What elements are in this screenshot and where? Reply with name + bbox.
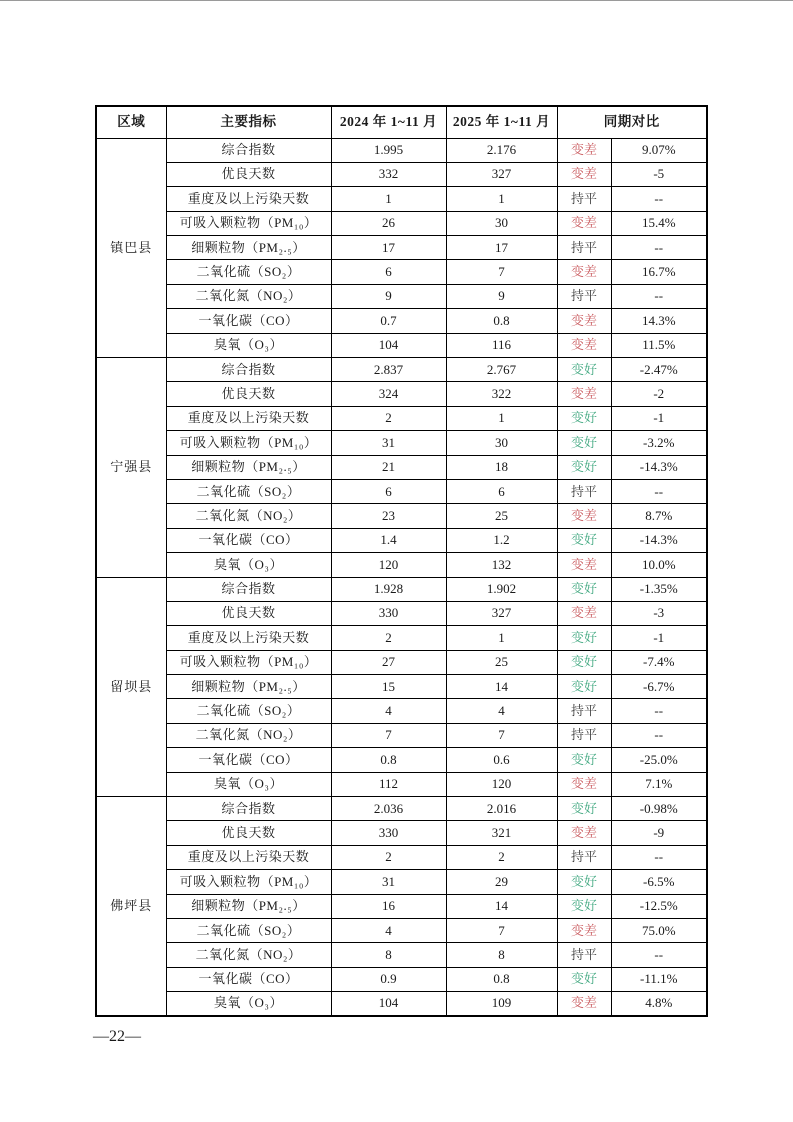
indicator-cell: 二氧化氮（NO₂）: [166, 504, 331, 528]
indicator-cell: 优良天数: [166, 821, 331, 845]
table-row: [96, 748, 707, 772]
table-row: [96, 284, 707, 308]
status-cell: 变好: [557, 528, 611, 552]
change-cell: -14.3%: [611, 528, 707, 552]
header-indicator: 主要指标: [166, 106, 331, 138]
change-cell: -11.1%: [611, 967, 707, 991]
status-cell: 持平: [557, 187, 611, 211]
value-2025-cell: 1: [446, 187, 557, 211]
table-row: [96, 138, 707, 162]
page-top-edge: [0, 0, 793, 1]
indicator-cell: 臭氧（O₃）: [166, 553, 331, 577]
table-row: [96, 528, 707, 552]
status-cell: 持平: [557, 284, 611, 308]
indicator-cell: 一氧化碳（CO）: [166, 309, 331, 333]
indicator-cell: 一氧化碳（CO）: [166, 967, 331, 991]
indicator-cell: 二氧化氮（NO₂）: [166, 723, 331, 747]
status-cell: 变差: [557, 772, 611, 796]
indicator-cell: 可吸入颗粒物（PM₁₀）: [166, 431, 331, 455]
table-row: [96, 553, 707, 577]
change-cell: -25.0%: [611, 748, 707, 772]
indicator-cell: 细颗粒物（PM₂.₅）: [166, 675, 331, 699]
value-2024-cell: 330: [331, 821, 446, 845]
indicator-cell: 重度及以上污染天数: [166, 406, 331, 430]
change-cell: --: [611, 699, 707, 723]
value-2024-cell: 1.928: [331, 577, 446, 601]
status-cell: 变好: [557, 626, 611, 650]
value-2025-cell: 9: [446, 284, 557, 308]
value-2024-cell: 1: [331, 187, 446, 211]
air-quality-table-container: [95, 105, 708, 1017]
value-2024-cell: 2.036: [331, 797, 446, 821]
indicator-cell: 综合指数: [166, 797, 331, 821]
change-cell: --: [611, 187, 707, 211]
value-2024-cell: 2.837: [331, 358, 446, 382]
status-cell: 持平: [557, 943, 611, 967]
value-2025-cell: 327: [446, 162, 557, 186]
indicator-cell: 可吸入颗粒物（PM₁₀）: [166, 870, 331, 894]
value-2024-cell: 8: [331, 943, 446, 967]
change-cell: -5: [611, 162, 707, 186]
region-cell: 留坝县: [96, 577, 166, 797]
value-2024-cell: 17: [331, 236, 446, 260]
status-cell: 持平: [557, 479, 611, 503]
table-row: [96, 626, 707, 650]
status-cell: 变差: [557, 919, 611, 943]
table-row: [96, 577, 707, 601]
table-row: [96, 650, 707, 674]
value-2025-cell: 1: [446, 626, 557, 650]
indicator-cell: 二氧化硫（SO₂）: [166, 699, 331, 723]
indicator-cell: 优良天数: [166, 162, 331, 186]
indicator-cell: 优良天数: [166, 601, 331, 625]
value-2025-cell: 30: [446, 431, 557, 455]
value-2025-cell: 8: [446, 943, 557, 967]
value-2025-cell: 2: [446, 845, 557, 869]
value-2024-cell: 104: [331, 333, 446, 357]
value-2025-cell: 30: [446, 211, 557, 235]
value-2024-cell: 120: [331, 553, 446, 577]
change-cell: 75.0%: [611, 919, 707, 943]
status-cell: 持平: [557, 699, 611, 723]
status-cell: 持平: [557, 236, 611, 260]
change-cell: 8.7%: [611, 504, 707, 528]
table-row: [96, 260, 707, 284]
change-cell: -1: [611, 626, 707, 650]
value-2025-cell: 7: [446, 919, 557, 943]
value-2024-cell: 15: [331, 675, 446, 699]
table-row: [96, 601, 707, 625]
value-2025-cell: 6: [446, 479, 557, 503]
change-cell: --: [611, 845, 707, 869]
value-2025-cell: 109: [446, 992, 557, 1016]
table-row: [96, 187, 707, 211]
status-cell: 持平: [557, 845, 611, 869]
status-cell: 变好: [557, 406, 611, 430]
indicator-cell: 一氧化碳（CO）: [166, 748, 331, 772]
region-cell: 镇巴县: [96, 138, 166, 358]
change-cell: -1.35%: [611, 577, 707, 601]
change-cell: -3: [611, 601, 707, 625]
status-cell: 变好: [557, 577, 611, 601]
table-row: [96, 992, 707, 1016]
value-2025-cell: 0.6: [446, 748, 557, 772]
change-cell: -6.7%: [611, 675, 707, 699]
header-region: 区域: [96, 106, 166, 138]
value-2025-cell: 1.902: [446, 577, 557, 601]
status-cell: 变差: [557, 601, 611, 625]
value-2025-cell: 14: [446, 894, 557, 918]
change-cell: --: [611, 236, 707, 260]
change-cell: -3.2%: [611, 431, 707, 455]
value-2024-cell: 23: [331, 504, 446, 528]
header-period-2024: 2024 年 1~11 月: [331, 106, 446, 138]
indicator-cell: 可吸入颗粒物（PM₁₀）: [166, 650, 331, 674]
status-cell: 变差: [557, 333, 611, 357]
indicator-cell: 二氧化氮（NO₂）: [166, 284, 331, 308]
value-2025-cell: 132: [446, 553, 557, 577]
change-cell: 16.7%: [611, 260, 707, 284]
status-cell: 变好: [557, 650, 611, 674]
indicator-cell: 重度及以上污染天数: [166, 187, 331, 211]
table-row: [96, 162, 707, 186]
table-row: [96, 870, 707, 894]
status-cell: 变好: [557, 431, 611, 455]
air-quality-comparison-table: [95, 105, 708, 1017]
table-row: [96, 967, 707, 991]
status-cell: 变好: [557, 967, 611, 991]
table-row: [96, 675, 707, 699]
indicator-cell: 综合指数: [166, 358, 331, 382]
change-cell: 14.3%: [611, 309, 707, 333]
value-2024-cell: 26: [331, 211, 446, 235]
table-row: [96, 845, 707, 869]
value-2025-cell: 18: [446, 455, 557, 479]
status-cell: 变差: [557, 162, 611, 186]
indicator-cell: 臭氧（O₃）: [166, 992, 331, 1016]
table-row: [96, 431, 707, 455]
value-2025-cell: 1.2: [446, 528, 557, 552]
change-cell: 7.1%: [611, 772, 707, 796]
status-cell: 变差: [557, 504, 611, 528]
indicator-cell: 综合指数: [166, 138, 331, 162]
status-cell: 变好: [557, 797, 611, 821]
value-2025-cell: 7: [446, 723, 557, 747]
value-2024-cell: 2: [331, 406, 446, 430]
indicator-cell: 细颗粒物（PM₂.₅）: [166, 894, 331, 918]
header-comparison: 同期对比: [557, 106, 707, 138]
status-cell: 持平: [557, 723, 611, 747]
change-cell: 10.0%: [611, 553, 707, 577]
change-cell: 15.4%: [611, 211, 707, 235]
indicator-cell: 臭氧（O₃）: [166, 333, 331, 357]
status-cell: 变差: [557, 992, 611, 1016]
value-2025-cell: 120: [446, 772, 557, 796]
table-body: [96, 138, 707, 1016]
indicator-cell: 臭氧（O₃）: [166, 772, 331, 796]
value-2025-cell: 4: [446, 699, 557, 723]
table-row: [96, 894, 707, 918]
value-2025-cell: 25: [446, 504, 557, 528]
value-2024-cell: 6: [331, 260, 446, 284]
indicator-cell: 优良天数: [166, 382, 331, 406]
region-cell: 佛坪县: [96, 797, 166, 1017]
change-cell: 9.07%: [611, 138, 707, 162]
table-row: [96, 772, 707, 796]
value-2024-cell: 2: [331, 626, 446, 650]
indicator-cell: 细颗粒物（PM₂.₅）: [166, 236, 331, 260]
value-2024-cell: 7: [331, 723, 446, 747]
status-cell: 变好: [557, 358, 611, 382]
value-2024-cell: 0.8: [331, 748, 446, 772]
value-2025-cell: 17: [446, 236, 557, 260]
value-2025-cell: 322: [446, 382, 557, 406]
change-cell: --: [611, 479, 707, 503]
status-cell: 变差: [557, 260, 611, 284]
value-2025-cell: 0.8: [446, 967, 557, 991]
table-row: [96, 382, 707, 406]
header-period-2025: 2025 年 1~11 月: [446, 106, 557, 138]
table-row: [96, 919, 707, 943]
indicator-cell: 细颗粒物（PM₂.₅）: [166, 455, 331, 479]
value-2024-cell: 31: [331, 431, 446, 455]
table-row: [96, 943, 707, 967]
table-row: [96, 309, 707, 333]
value-2024-cell: 31: [331, 870, 446, 894]
value-2024-cell: 330: [331, 601, 446, 625]
value-2024-cell: 2: [331, 845, 446, 869]
table-row: [96, 358, 707, 382]
status-cell: 变差: [557, 211, 611, 235]
value-2024-cell: 27: [331, 650, 446, 674]
value-2025-cell: 25: [446, 650, 557, 674]
value-2024-cell: 21: [331, 455, 446, 479]
status-cell: 变好: [557, 748, 611, 772]
status-cell: 变好: [557, 675, 611, 699]
change-cell: --: [611, 943, 707, 967]
indicator-cell: 一氧化碳（CO）: [166, 528, 331, 552]
change-cell: -0.98%: [611, 797, 707, 821]
value-2024-cell: 324: [331, 382, 446, 406]
value-2025-cell: 0.8: [446, 309, 557, 333]
change-cell: -6.5%: [611, 870, 707, 894]
value-2025-cell: 1: [446, 406, 557, 430]
value-2024-cell: 4: [331, 699, 446, 723]
indicator-cell: 二氧化硫（SO₂）: [166, 919, 331, 943]
change-cell: -7.4%: [611, 650, 707, 674]
value-2024-cell: 1.4: [331, 528, 446, 552]
change-cell: -1: [611, 406, 707, 430]
table-row: [96, 699, 707, 723]
status-cell: 变差: [557, 553, 611, 577]
status-cell: 变好: [557, 894, 611, 918]
table-row: [96, 211, 707, 235]
value-2024-cell: 9: [331, 284, 446, 308]
region-cell: 宁强县: [96, 358, 166, 578]
change-cell: 4.8%: [611, 992, 707, 1016]
indicator-cell: 二氧化硫（SO₂）: [166, 479, 331, 503]
table-row: [96, 504, 707, 528]
change-cell: -14.3%: [611, 455, 707, 479]
change-cell: 11.5%: [611, 333, 707, 357]
table-row: [96, 333, 707, 357]
table-row: [96, 821, 707, 845]
change-cell: --: [611, 723, 707, 747]
table-row: [96, 236, 707, 260]
value-2025-cell: 14: [446, 675, 557, 699]
value-2024-cell: 112: [331, 772, 446, 796]
value-2025-cell: 7: [446, 260, 557, 284]
value-2024-cell: 1.995: [331, 138, 446, 162]
value-2024-cell: 104: [331, 992, 446, 1016]
value-2025-cell: 327: [446, 601, 557, 625]
indicator-cell: 二氧化硫（SO₂）: [166, 260, 331, 284]
value-2024-cell: 332: [331, 162, 446, 186]
value-2024-cell: 6: [331, 479, 446, 503]
change-cell: -2.47%: [611, 358, 707, 382]
value-2025-cell: 321: [446, 821, 557, 845]
table-row: [96, 797, 707, 821]
change-cell: -2: [611, 382, 707, 406]
table-header-row: [96, 106, 707, 138]
table-row: [96, 406, 707, 430]
indicator-cell: 综合指数: [166, 577, 331, 601]
value-2024-cell: 4: [331, 919, 446, 943]
value-2025-cell: 2.016: [446, 797, 557, 821]
table-row: [96, 479, 707, 503]
value-2024-cell: 0.9: [331, 967, 446, 991]
indicator-cell: 二氧化氮（NO₂）: [166, 943, 331, 967]
table-row: [96, 455, 707, 479]
status-cell: 变差: [557, 821, 611, 845]
status-cell: 变差: [557, 309, 611, 333]
change-cell: -9: [611, 821, 707, 845]
table-row: [96, 723, 707, 747]
status-cell: 变好: [557, 455, 611, 479]
status-cell: 变好: [557, 870, 611, 894]
value-2024-cell: 0.7: [331, 309, 446, 333]
value-2024-cell: 16: [331, 894, 446, 918]
value-2025-cell: 116: [446, 333, 557, 357]
page-number: —22—: [93, 1028, 141, 1045]
value-2025-cell: 2.767: [446, 358, 557, 382]
value-2025-cell: 2.176: [446, 138, 557, 162]
indicator-cell: 可吸入颗粒物（PM₁₀）: [166, 211, 331, 235]
value-2025-cell: 29: [446, 870, 557, 894]
change-cell: --: [611, 284, 707, 308]
status-cell: 变差: [557, 138, 611, 162]
indicator-cell: 重度及以上污染天数: [166, 626, 331, 650]
status-cell: 变差: [557, 382, 611, 406]
indicator-cell: 重度及以上污染天数: [166, 845, 331, 869]
change-cell: -12.5%: [611, 894, 707, 918]
